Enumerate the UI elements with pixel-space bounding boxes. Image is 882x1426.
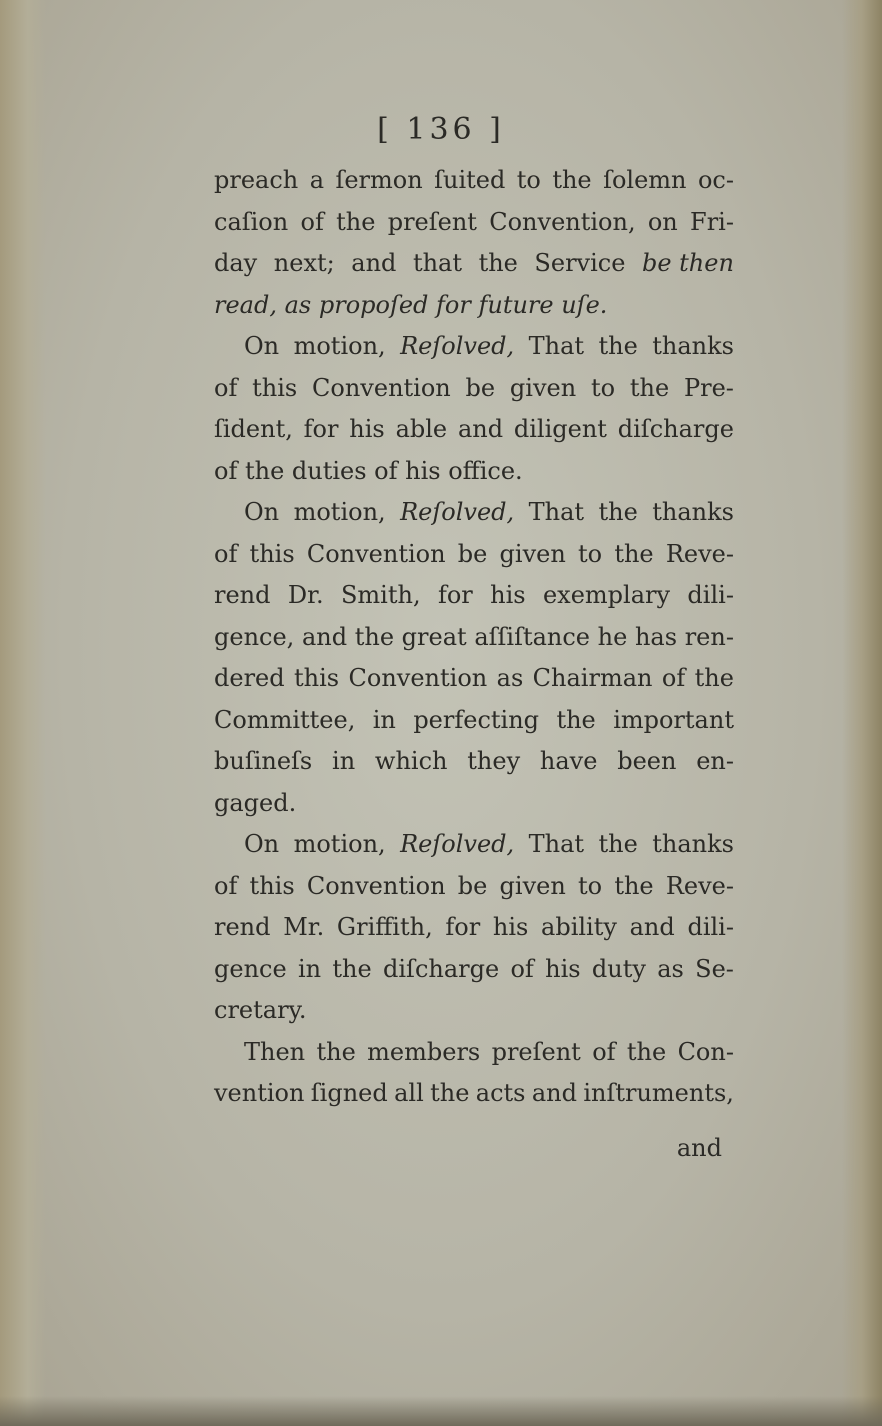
text-word: great	[401, 622, 467, 651]
text-word: ſuited	[434, 166, 506, 194]
text-word: Smith,	[340, 581, 421, 609]
text-word: thanks	[652, 830, 734, 858]
text-word: On	[244, 830, 280, 858]
text-word: dili-	[687, 913, 734, 941]
text-word: to	[590, 373, 616, 402]
text-word: of	[592, 1037, 616, 1066]
text-word: the	[552, 166, 592, 194]
text-word: oc-	[697, 166, 734, 194]
text-word: exemplary	[542, 581, 671, 609]
text-word: duty	[591, 954, 646, 983]
page-bottom-edge	[0, 1396, 882, 1426]
text-word: to	[578, 871, 603, 900]
text-word: and	[629, 913, 675, 941]
text-line	[214, 575, 734, 617]
text-line	[214, 783, 734, 825]
text-word: ſolemn	[603, 166, 687, 194]
text-line	[214, 990, 734, 1032]
text-word: the	[556, 705, 596, 734]
text-word: his	[545, 954, 581, 983]
text-word: which	[374, 747, 448, 775]
text-word: gaged.	[214, 788, 297, 817]
text-word: of the duties of his office.	[214, 456, 523, 485]
text-word: rend	[214, 913, 271, 941]
text-word: Chairman	[532, 664, 653, 692]
text-word: Mr.	[283, 913, 325, 941]
text-word: he	[597, 622, 628, 651]
text-word: Reve-	[665, 871, 734, 900]
text-word: members	[367, 1037, 481, 1066]
text-word: Reſolved,	[400, 332, 515, 360]
text-word: all	[394, 1079, 424, 1107]
text-word: Service	[534, 249, 626, 277]
text-word: this	[252, 373, 298, 402]
text-line	[214, 866, 734, 908]
text-word: rend	[214, 581, 271, 609]
text-word: this	[249, 871, 295, 900]
text-line	[214, 285, 734, 327]
text-word: his	[490, 581, 526, 609]
text-word: for	[445, 913, 481, 941]
text-word: gence,	[214, 622, 295, 651]
text-word: of	[214, 373, 238, 402]
text-word: Then	[244, 1037, 306, 1066]
text-word: thanks	[652, 332, 734, 360]
text-word: and	[457, 415, 504, 443]
text-word: the	[614, 539, 654, 568]
text-line	[214, 368, 734, 410]
text-word: That	[528, 498, 585, 526]
text-word: Convention,	[489, 207, 636, 236]
text-word: given	[499, 539, 566, 568]
text-word: thanks	[652, 498, 734, 526]
text-word: ſermon	[335, 166, 423, 194]
text-word: be then	[641, 249, 734, 277]
text-word: ability	[541, 913, 617, 941]
page-left-edge	[0, 0, 46, 1426]
text-word: the	[478, 249, 518, 277]
text-word: Se-	[695, 954, 734, 983]
text-word: the	[694, 664, 734, 692]
text-line	[214, 949, 734, 991]
text-word: his	[492, 913, 529, 941]
text-word: the	[598, 830, 638, 858]
text-word: ren-	[684, 622, 734, 651]
text-word: preach	[214, 166, 299, 194]
text-word: That	[528, 332, 585, 360]
text-word: that	[412, 249, 463, 277]
text-word: gence	[214, 954, 287, 983]
text-word: ſident,	[214, 415, 293, 443]
text-word: for	[437, 581, 473, 609]
text-line	[214, 202, 734, 244]
text-word: in	[332, 747, 356, 775]
text-word: Reve-	[665, 539, 734, 568]
text-word: motion,	[293, 498, 386, 526]
text-word: On	[244, 332, 280, 360]
text-word: perfecting	[413, 705, 540, 734]
text-line	[214, 492, 734, 534]
text-word: diſcharge	[617, 415, 734, 443]
text-line	[214, 617, 734, 659]
text-word: this	[294, 664, 340, 692]
text-word: vention	[214, 1079, 305, 1107]
text-line	[214, 534, 734, 576]
text-word: his	[349, 415, 385, 443]
text-line	[214, 451, 734, 493]
text-word: to	[578, 539, 603, 568]
text-word: preſent	[491, 1037, 581, 1066]
text-word: ſigned	[310, 1079, 388, 1107]
text-word: given	[509, 373, 577, 402]
text-word: Convention	[348, 664, 488, 692]
text-word: been	[617, 747, 677, 775]
text-word: diſcharge	[383, 954, 500, 983]
text-word: they	[467, 747, 521, 775]
text-line	[214, 326, 734, 368]
text-word: Convention	[306, 539, 446, 568]
text-line	[214, 243, 734, 285]
text-word: day	[214, 249, 258, 277]
page-right-edge	[842, 0, 882, 1426]
text-word: Reſolved,	[400, 830, 515, 858]
text-word: the	[332, 954, 372, 983]
text-word: the	[626, 1037, 667, 1066]
text-word: and	[531, 1079, 577, 1107]
text-word: for	[303, 415, 339, 443]
text-word: Convention	[306, 871, 446, 900]
text-line	[214, 700, 734, 742]
text-word: cretary.	[214, 996, 307, 1024]
text-word: next;	[273, 249, 335, 277]
text-word: the	[629, 373, 670, 402]
text-word: of	[661, 664, 686, 692]
body-text	[214, 160, 734, 1115]
text-word: On	[244, 498, 280, 526]
catchword: and	[676, 1134, 722, 1162]
text-word: and	[351, 249, 397, 277]
text-word: and	[301, 622, 348, 651]
text-word: important	[613, 705, 734, 734]
text-word: That	[528, 830, 585, 858]
text-word: diligent	[513, 415, 607, 443]
text-line	[214, 160, 734, 202]
text-word: dered	[214, 664, 285, 692]
text-line	[214, 741, 734, 783]
text-word: Convention	[312, 373, 451, 402]
text-line	[214, 1032, 734, 1074]
text-word: as propoſed for future uſe.	[276, 290, 608, 319]
text-word: inſtruments,	[583, 1079, 734, 1107]
text-word: as	[657, 954, 684, 983]
text-word: Committee,	[214, 705, 356, 734]
text-word: Fri-	[690, 207, 734, 236]
text-word: of	[214, 539, 238, 568]
text-word: the	[354, 622, 395, 651]
text-word: en-	[696, 747, 734, 775]
text-word: acts	[475, 1079, 526, 1107]
text-word: Pre-	[683, 373, 734, 402]
text-word: the	[430, 1079, 470, 1107]
text-word: Griffith,	[336, 913, 433, 941]
text-line	[214, 658, 734, 700]
page-number: [ 136 ]	[377, 112, 505, 147]
text-word: has	[634, 622, 678, 651]
text-word: be	[457, 871, 488, 900]
text-word: read,	[214, 290, 277, 319]
text-word: dili-	[687, 581, 734, 609]
text-line	[214, 824, 734, 866]
text-word: Reſolved,	[400, 498, 515, 526]
text-word: motion,	[293, 332, 386, 360]
text-word: Con-	[677, 1037, 734, 1066]
text-word: the	[316, 1037, 356, 1066]
text-word: Dr.	[287, 581, 324, 609]
text-word: of	[214, 871, 238, 900]
text-word: in	[372, 705, 396, 734]
text-word: to	[516, 166, 541, 194]
text-word: the	[598, 498, 638, 526]
text-word: caſion	[214, 207, 289, 236]
text-line	[214, 409, 734, 451]
text-word: be	[457, 539, 488, 568]
text-word: in	[297, 954, 322, 983]
text-line	[214, 1073, 734, 1115]
text-word: preſent	[387, 207, 477, 236]
text-word: aſſiſtance	[474, 622, 590, 651]
text-word: the	[336, 207, 376, 236]
text-word: have	[539, 747, 598, 775]
text-word: of	[300, 207, 324, 236]
text-word: the	[614, 871, 654, 900]
text-word: of	[510, 954, 534, 983]
text-word: able	[395, 415, 448, 443]
text-word: buſineſs	[214, 747, 313, 775]
text-word: on	[647, 207, 678, 236]
text-word: be	[465, 373, 496, 402]
text-word: as	[496, 664, 524, 692]
text-word: given	[499, 871, 566, 900]
text-word: this	[249, 539, 295, 568]
text-line	[214, 907, 734, 949]
text-word: the	[598, 332, 638, 360]
text-word: motion,	[293, 830, 386, 858]
text-word: a	[309, 166, 324, 194]
